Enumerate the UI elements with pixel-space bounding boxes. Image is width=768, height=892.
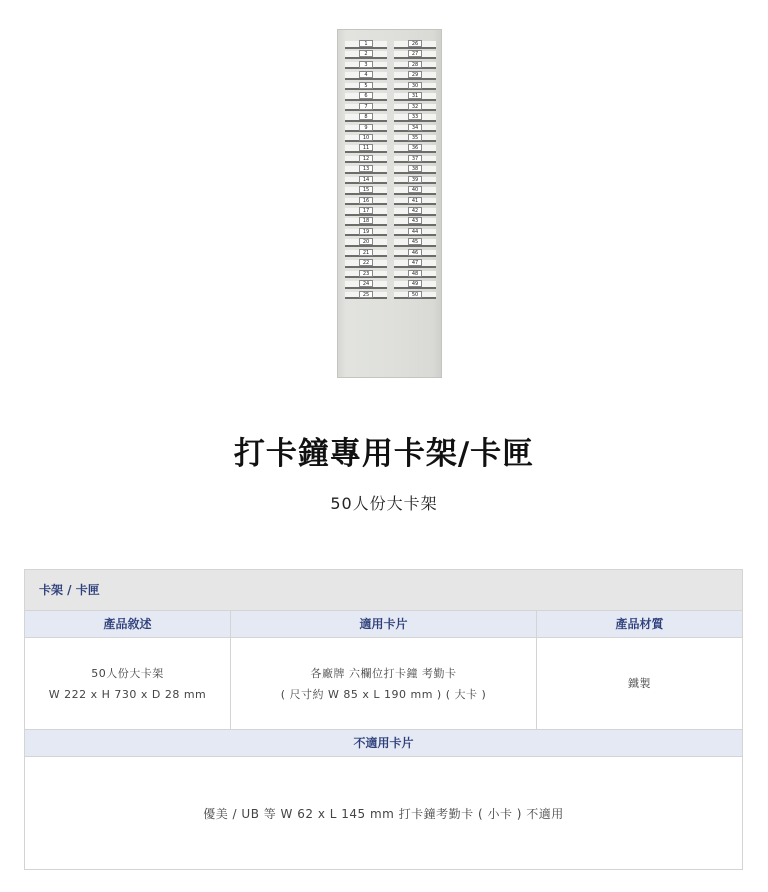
slot-number: 44 xyxy=(408,228,422,235)
slot-number: 42 xyxy=(408,207,422,214)
slot-number: 26 xyxy=(408,40,422,47)
slot-number: 40 xyxy=(408,186,422,193)
slot-number: 46 xyxy=(408,249,422,256)
rack-slot xyxy=(394,208,436,216)
rack-slot xyxy=(345,62,387,70)
slot-number: 29 xyxy=(408,71,422,78)
not-applicable-text: 優美 / UB 等 W 62 x L 145 mm 打卡鐘考勤卡 ( 小卡 ) 不適用 xyxy=(203,806,564,821)
slot-number: 28 xyxy=(408,61,422,68)
rack-slot xyxy=(394,125,436,133)
rack-slot xyxy=(394,177,436,185)
slot-number: 48 xyxy=(408,270,422,277)
slot-number: 31 xyxy=(408,92,422,99)
rack-slot xyxy=(345,72,387,80)
rack-slot xyxy=(394,156,436,164)
slot-number: 23 xyxy=(359,270,373,277)
slot-number: 39 xyxy=(408,176,422,183)
slot-number: 37 xyxy=(408,155,422,162)
rack-slot xyxy=(345,51,387,59)
rack-slot xyxy=(394,239,436,247)
rack-right-column xyxy=(394,41,436,302)
rack-slot xyxy=(345,250,387,258)
rack-slot xyxy=(394,292,436,300)
rack-slot xyxy=(394,72,436,80)
slot-number: 3 xyxy=(359,61,373,68)
material-value: 鐵製 xyxy=(628,677,651,690)
rack-slot xyxy=(345,281,387,289)
slot-number: 24 xyxy=(359,280,373,287)
rack-slot xyxy=(345,156,387,164)
slot-number: 1 xyxy=(359,40,373,47)
rack-slot xyxy=(345,166,387,174)
rack-slot xyxy=(394,187,436,195)
rack-slot xyxy=(345,198,387,206)
slot-number: 11 xyxy=(359,144,373,151)
spec-header-row xyxy=(25,611,742,638)
rack-slot xyxy=(345,292,387,300)
slot-number: 9 xyxy=(359,124,373,131)
description-dimensions: W 222 x H 730 x D 28 mm xyxy=(48,687,207,701)
page-subtitle: 50人份大卡架 xyxy=(330,494,438,513)
slot-number: 45 xyxy=(408,238,422,245)
rack-slot xyxy=(345,114,387,122)
rack-slot xyxy=(394,198,436,206)
slot-number: 25 xyxy=(359,291,373,298)
slot-number: 43 xyxy=(408,217,422,224)
page-title: 打卡鐘專用卡架/卡匣 xyxy=(233,436,535,472)
slot-number: 8 xyxy=(359,113,373,120)
slot-number: 4 xyxy=(359,71,373,78)
slot-number: 10 xyxy=(359,134,373,141)
rack-slot xyxy=(394,229,436,237)
slot-number: 2 xyxy=(359,50,373,57)
rack-slot xyxy=(394,260,436,268)
slot-number: 33 xyxy=(408,113,422,120)
slot-number: 18 xyxy=(359,217,373,224)
slot-number: 49 xyxy=(408,280,422,287)
rack-slot xyxy=(394,145,436,153)
rack-slot xyxy=(345,135,387,143)
slot-number: 50 xyxy=(408,291,422,298)
rack-slot xyxy=(345,177,387,185)
slot-number: 34 xyxy=(408,124,422,131)
slot-number: 41 xyxy=(408,197,422,204)
rack-slot xyxy=(345,145,387,153)
rack-slot xyxy=(394,166,436,174)
not-applicable-header: 不適用卡片 xyxy=(25,730,742,757)
slot-number: 20 xyxy=(359,238,373,245)
rack-slot xyxy=(345,260,387,268)
slot-number: 5 xyxy=(359,82,373,89)
rack-slot xyxy=(345,271,387,279)
rack-slot xyxy=(345,187,387,195)
header-description: 產品敘述 xyxy=(25,611,231,637)
applicable-cards-size: ( 尺寸約 W 85 x L 190 mm ) ( 大卡 ) xyxy=(280,687,487,701)
rack-slot xyxy=(345,41,387,49)
rack-slot xyxy=(345,229,387,237)
spec-body-row xyxy=(25,638,742,730)
rack-slot xyxy=(394,135,436,143)
rack-left-column xyxy=(345,41,387,302)
spec-category: 卡架 / 卡匣 xyxy=(25,570,742,611)
description-line: 50人份大卡架 xyxy=(91,666,164,680)
slot-number: 32 xyxy=(408,103,422,110)
slot-number: 27 xyxy=(408,50,422,57)
rack-slot xyxy=(345,125,387,133)
product-image-card-rack xyxy=(337,29,442,378)
slot-number: 38 xyxy=(408,165,422,172)
slot-number: 15 xyxy=(359,186,373,193)
rack-slot xyxy=(394,114,436,122)
cell-description xyxy=(25,638,231,729)
rack-slot xyxy=(345,218,387,226)
slot-number: 7 xyxy=(359,103,373,110)
slot-number: 14 xyxy=(359,176,373,183)
slot-number: 21 xyxy=(359,249,373,256)
rack-slot xyxy=(345,93,387,101)
slot-number: 19 xyxy=(359,228,373,235)
slot-number: 16 xyxy=(359,197,373,204)
rack-slot xyxy=(394,250,436,258)
rack-slot xyxy=(345,104,387,112)
rack-slot xyxy=(345,208,387,216)
rack-slot xyxy=(394,104,436,112)
spec-table xyxy=(24,569,743,870)
rack-slot xyxy=(345,83,387,91)
slot-number: 6 xyxy=(359,92,373,99)
rack-slot xyxy=(394,41,436,49)
cell-material xyxy=(537,638,742,729)
slot-number: 22 xyxy=(359,259,373,266)
rack-slot xyxy=(394,93,436,101)
rack-slot xyxy=(394,83,436,91)
slot-number: 13 xyxy=(359,165,373,172)
slot-number: 12 xyxy=(359,155,373,162)
cell-applicable-cards xyxy=(231,638,537,729)
slot-number: 17 xyxy=(359,207,373,214)
slot-number: 35 xyxy=(408,134,422,141)
slot-number: 30 xyxy=(408,82,422,89)
applicable-cards-line: 各廠牌 六欄位打卡鐘 考勤卡 xyxy=(310,666,457,680)
rack-slot xyxy=(394,62,436,70)
header-applicable-cards: 適用卡片 xyxy=(231,611,537,637)
rack-slot xyxy=(394,281,436,289)
slot-number: 36 xyxy=(408,144,422,151)
header-material: 產品材質 xyxy=(615,617,664,631)
slot-number: 47 xyxy=(408,259,422,266)
rack-slot xyxy=(345,239,387,247)
rack-slot xyxy=(394,271,436,279)
rack-slot xyxy=(394,218,436,226)
rack-slot xyxy=(394,51,436,59)
